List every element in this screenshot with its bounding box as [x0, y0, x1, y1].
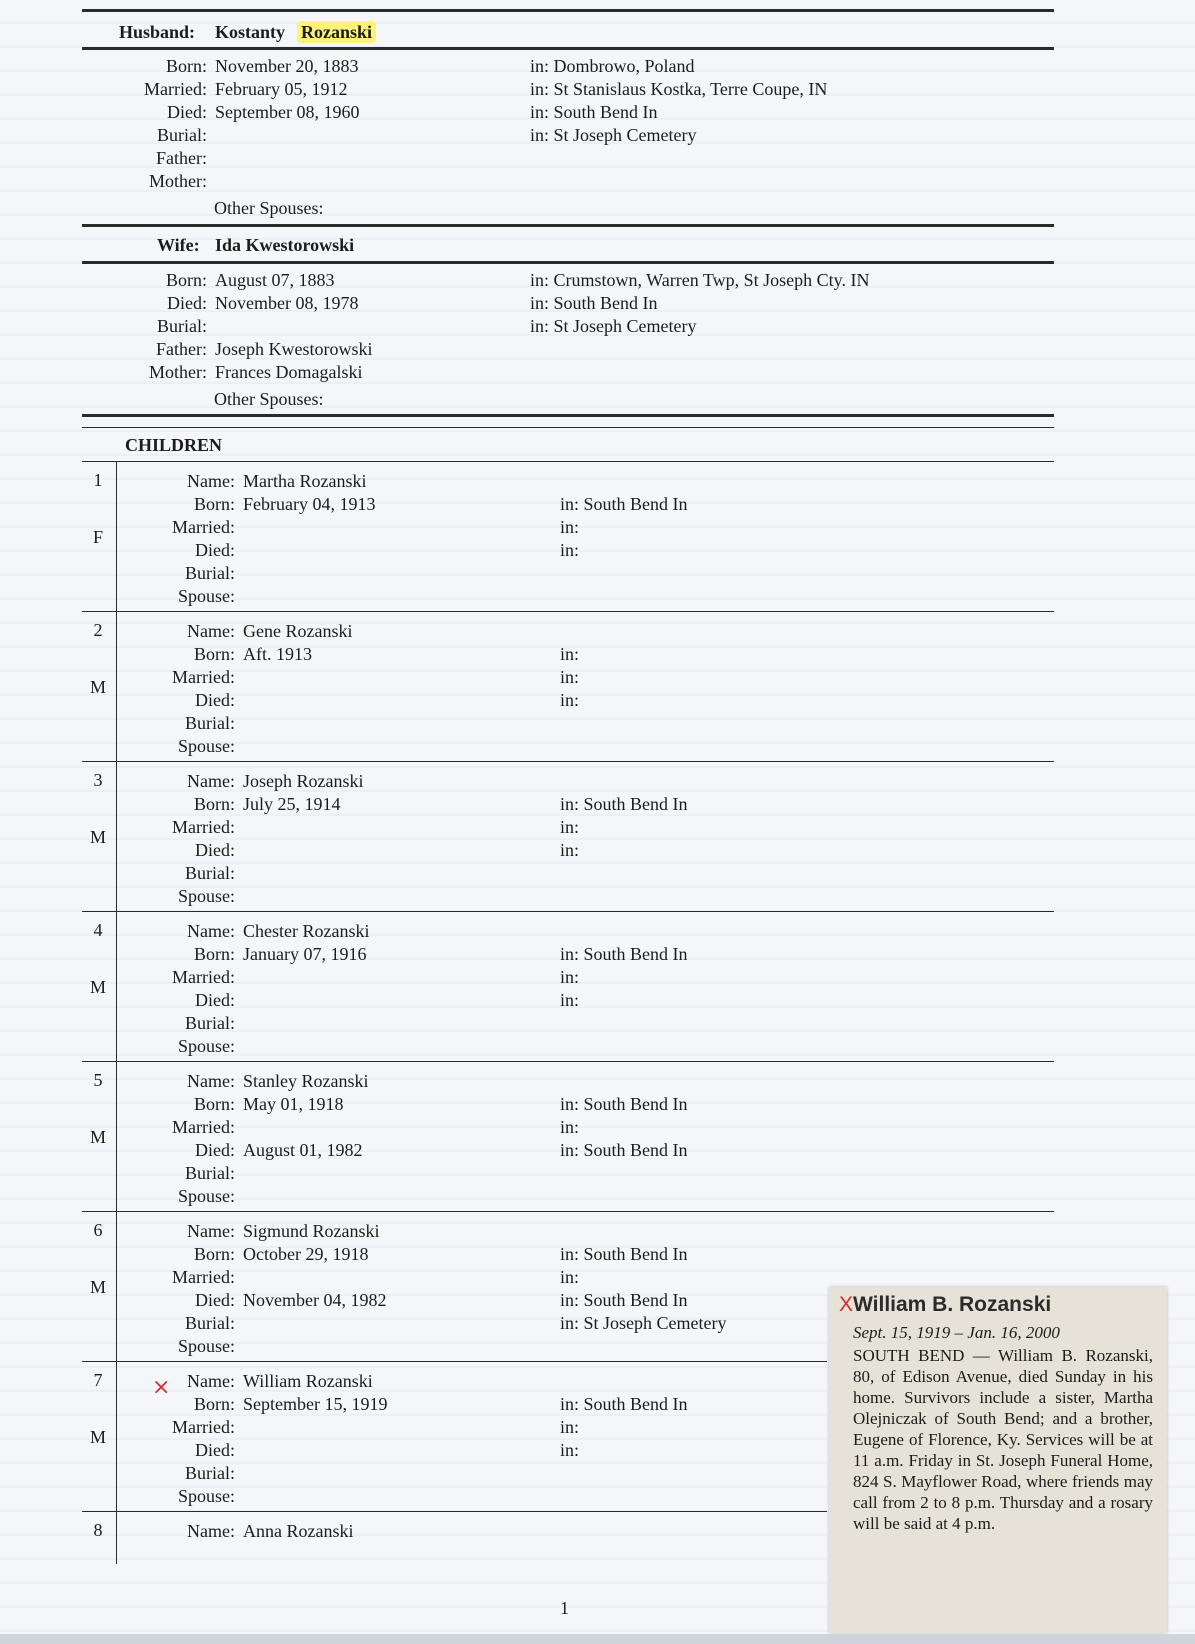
fact-label: Born: [193, 494, 235, 514]
fact-place: in: [560, 817, 580, 837]
child-number: 4 [93, 920, 103, 940]
fact-place: in: South Bend In [560, 1394, 688, 1414]
wife-rule [82, 261, 1054, 264]
fact-place: in: [560, 644, 580, 664]
child-number: 2 [93, 620, 103, 640]
child-sex: M [89, 677, 106, 697]
fact-label: Spouse: [177, 586, 235, 606]
fact-value: Joseph Rozanski [243, 771, 364, 791]
fact-place: in: [560, 990, 580, 1010]
fact-label: Died: [195, 1290, 235, 1310]
fact-place: in: Crumstown, Warren Twp, St Joseph Cty. IN [530, 270, 870, 290]
fact-value: September 15, 1919 [243, 1394, 388, 1414]
wife-name: Ida Kwestorowski [215, 235, 355, 255]
fact-label: Name: [187, 771, 235, 791]
fact-place: in: [560, 1267, 580, 1287]
fact-place: in: South Bend In [560, 1094, 688, 1114]
child-number: 6 [93, 1220, 103, 1240]
fact-value: August 07, 1883 [215, 270, 335, 290]
child-number: 1 [93, 470, 103, 490]
child-sex: M [89, 1427, 106, 1447]
fact-label: Died: [167, 102, 207, 122]
child-divider [82, 761, 1054, 762]
fact-value: November 08, 1978 [215, 293, 359, 313]
fact-label: Spouse: [177, 1486, 235, 1506]
fact-label: Burial: [157, 125, 207, 145]
child-number: 3 [93, 770, 103, 790]
child-divider [82, 1211, 1054, 1212]
child-divider [82, 1061, 1054, 1062]
fact-value: Sigmund Rozanski [243, 1221, 380, 1241]
wife-label: Wife: [157, 235, 200, 255]
fact-value: Martha Rozanski [243, 471, 367, 491]
fact-label: Married: [172, 1417, 235, 1437]
scan-edge [0, 1634, 1195, 1644]
fact-place: in: [560, 1440, 580, 1460]
fact-label: Died: [195, 840, 235, 860]
fact-label: Married: [172, 517, 235, 537]
husband-surname-highlight: Rozanski [297, 21, 376, 43]
child-sex: M [89, 827, 106, 847]
fact-value: September 08, 1960 [215, 102, 360, 122]
fact-label: Burial: [157, 316, 207, 336]
fact-value: February 04, 1913 [243, 494, 376, 514]
fact-value: October 29, 1918 [243, 1244, 369, 1264]
fact-value: November 20, 1883 [215, 56, 359, 76]
children-vertical-rule [116, 461, 117, 1564]
fact-value: Gene Rozanski [243, 621, 353, 641]
fact-place: in: [560, 540, 580, 560]
fact-label: Spouse: [177, 736, 235, 756]
fact-label: Died: [195, 1140, 235, 1160]
fact-place: in: South Bend In [560, 1140, 688, 1160]
fact-value: Chester Rozanski [243, 921, 370, 941]
children-title: CHILDREN [125, 435, 223, 455]
fact-label: Married: [172, 1117, 235, 1137]
fact-label: Burial: [185, 563, 235, 583]
fact-place: in: [560, 967, 580, 987]
fact-label: Mother: [149, 171, 207, 191]
child-divider [82, 1361, 827, 1362]
clipping-body: SOUTH BEND — William B. Rozanski, 80, of Edison Avenue, died Sunday in his home. Survivors include a sister, Martha Olejniczak of South Bend; and a brother, Eugene of Florence, Ky. Services will be at 11 a.m. Friday in St. Joseph Funeral Home, 824 S. Mayflower Road, where friends may call from 2 to 8 p.m. Thursday and a rosary will be said at 4 p.m. [853, 1346, 1153, 1533]
wife-other-spouses: Other Spouses: [214, 389, 324, 409]
fact-label: Name: [187, 1071, 235, 1091]
fact-label: Married: [172, 1267, 235, 1287]
fact-value: Stanley Rozanski [243, 1071, 369, 1091]
fact-label: Father: [156, 339, 207, 359]
fact-place: in: St Joseph Cemetery [560, 1313, 727, 1333]
fact-label: Name: [187, 1221, 235, 1241]
children-top-rule [82, 414, 1054, 417]
fact-label: Born: [193, 644, 235, 664]
fact-place: in: [560, 690, 580, 710]
fact-value: Joseph Kwestorowski [215, 339, 373, 359]
obituary-clipping [829, 1287, 1167, 1633]
fact-label: Born: [193, 944, 235, 964]
fact-value: February 05, 1912 [215, 79, 348, 99]
husband-first-name: Kostanty [215, 22, 286, 42]
child-sex: F [92, 527, 103, 547]
fact-place: in: St Stanislaus Kostka, Terre Coupe, IN [530, 79, 828, 99]
husband-other-spouses: Other Spouses: [214, 198, 324, 218]
fact-place: in: [560, 840, 580, 860]
top-rule [82, 9, 1054, 12]
fact-value: July 25, 1914 [243, 794, 341, 814]
fact-label: Died: [195, 1440, 235, 1460]
fact-place: in: South Bend In [560, 494, 688, 514]
fact-label: Married: [144, 79, 207, 99]
child-number: 5 [93, 1070, 103, 1090]
clipping-dates: Sept. 15, 1919 – Jan. 16, 2000 [853, 1323, 1060, 1342]
clipping-red-mark: X [839, 1293, 854, 1316]
fact-label: Name: [187, 1521, 235, 1541]
fact-label: Married: [172, 817, 235, 837]
fact-place: in: [560, 517, 580, 537]
fact-label: Name: [187, 621, 235, 641]
fact-label: Spouse: [177, 1186, 235, 1206]
clipping-headline-text: William B. Rozanski [853, 1293, 1052, 1316]
fact-value: Frances Domagalski [215, 362, 363, 382]
fact-label: Born: [165, 56, 207, 76]
fact-place: in: South Bend In [560, 1244, 688, 1264]
fact-label: Mother: [149, 362, 207, 382]
fact-label: Name: [187, 471, 235, 491]
wife-top-rule [82, 224, 1054, 227]
fact-value: William Rozanski [243, 1371, 373, 1391]
fact-place: in: South Bend In [530, 293, 658, 313]
fact-label: Burial: [185, 713, 235, 733]
fact-place: in: South Bend In [560, 794, 688, 814]
fact-value: May 01, 1918 [243, 1094, 344, 1114]
fact-label: Spouse: [177, 1336, 235, 1356]
fact-value: January 07, 1916 [243, 944, 367, 964]
fact-label: Married: [172, 667, 235, 687]
fact-label: Father: [156, 148, 207, 168]
child-sex: M [89, 977, 106, 997]
child-divider [82, 911, 1054, 912]
fact-label: Spouse: [177, 1036, 235, 1056]
fact-label: Burial: [185, 1463, 235, 1483]
fact-place: in: [560, 1117, 580, 1137]
red-check-mark: ⨯ [152, 1374, 171, 1399]
fact-label: Born: [193, 1094, 235, 1114]
fact-place: in: [560, 667, 580, 687]
fact-label: Born: [193, 1244, 235, 1264]
child-divider [82, 1511, 827, 1512]
fact-label: Burial: [185, 1163, 235, 1183]
fact-label: Died: [195, 990, 235, 1010]
fact-label: Burial: [185, 1013, 235, 1033]
husband-label: Husband: [119, 22, 196, 42]
fact-value: Aft. 1913 [243, 644, 312, 664]
fact-label: Died: [167, 293, 207, 313]
fact-value: Anna Rozanski [243, 1521, 354, 1541]
fact-label: Spouse: [177, 886, 235, 906]
children-top-rule-thin [82, 427, 1054, 428]
child-sex: M [89, 1277, 106, 1297]
fact-label: Born: [165, 270, 207, 290]
fact-label: Burial: [185, 1313, 235, 1333]
clipping-headline [839, 1293, 1051, 1317]
fact-place: in: St Joseph Cemetery [530, 125, 697, 145]
fact-value: August 01, 1982 [243, 1140, 363, 1160]
fact-label: Died: [195, 690, 235, 710]
fact-place: in: Dombrowo, Poland [530, 56, 695, 76]
child-number: 8 [93, 1520, 103, 1540]
husband-rule [82, 47, 1054, 50]
child-number: 7 [93, 1370, 103, 1390]
fact-label: Name: [187, 1371, 235, 1391]
fact-label: Married: [172, 967, 235, 987]
child-sex: M [89, 1127, 106, 1147]
fact-label: Died: [195, 540, 235, 560]
fact-place: in: South Bend In [530, 102, 658, 122]
fact-place: in: South Bend In [560, 1290, 688, 1310]
fact-label: Name: [187, 921, 235, 941]
fact-label: Born: [193, 1394, 235, 1414]
child-divider [82, 611, 1054, 612]
page-number: 1 [560, 1598, 569, 1618]
fact-place: in: South Bend In [560, 944, 688, 964]
fact-value: November 04, 1982 [243, 1290, 387, 1310]
fact-place: in: St Joseph Cemetery [530, 316, 697, 336]
fact-label: Born: [193, 794, 235, 814]
children-header-rule [82, 461, 1054, 462]
fact-label: Burial: [185, 863, 235, 883]
fact-place: in: [560, 1417, 580, 1437]
